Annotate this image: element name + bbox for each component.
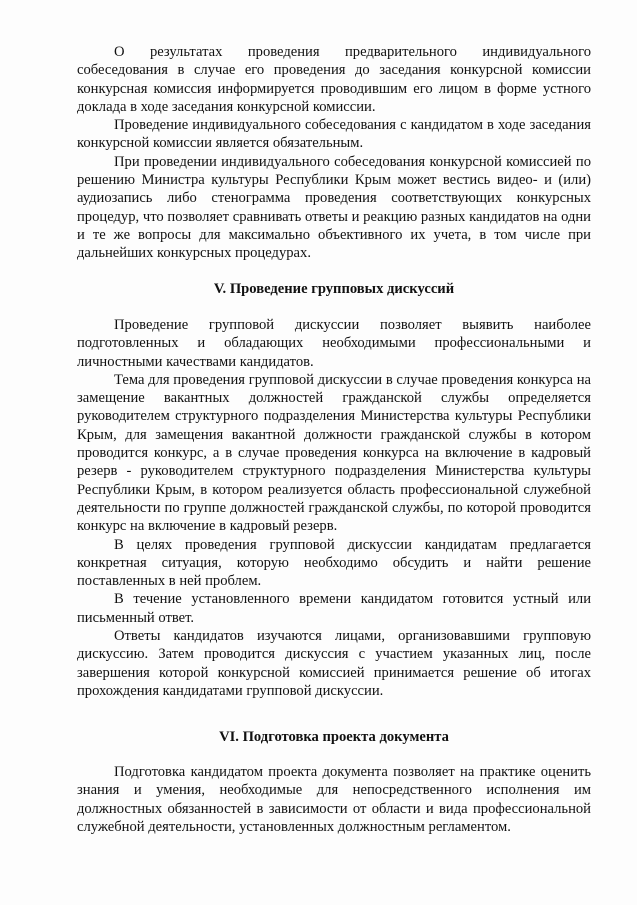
paragraph: Проведение индивидуального собеседования с кандидатом в ходе заседания конкурсной комиссии является обязательным. [77,117,591,152]
page-number-fragment [370,896,410,902]
paragraph: Проведение групповой дискуссии позволяет выявить наиболее подготовленных и обладающих необходимыми профессиональными и личностными качествами кандидатов. [77,317,591,370]
section-vi-body [77,763,591,836]
paragraph: В течение установленного времени кандидатом готовится устный или письменный ответ. [77,591,591,626]
section-v-body [77,316,591,700]
paragraph: О результатах проведения предварительного индивидуального собеседования в случае его проведения до заседания конкурсной комиссии конкурсная комиссия информируется проводившим его лицом в форме устного доклада в ходе заседания конкурсной комиссии. [77,44,591,115]
paragraph: Ответы кандидатов изучаются лицами, организовавшими групповую дискуссию. Затем проводится дискуссия с участием указанных лиц, после завершения которой конкурсной комиссией принимается решение об итогах прохождения кандидатами групповой дискуссии. [77,628,591,699]
paragraph: При проведении индивидуального собеседования конкурсной комиссией по решению Министра культуры Республики Крым может вестись видео- и (или) аудиозапись либо стенограмма проведения соответствующих конкурсных процедур, что позволяет сравнивать ответы и реакцию разных кандидатов на одни и те же вопросы для максимально объективного их учета, в том числе при дальнейших конкурсных процедурах. [77,153,591,262]
section-iv-tail [77,43,591,263]
paragraph: В целях проведения групповой дискуссии кандидатам предлагается конкретная ситуация, которую необходимо обсудить и найти решение поставленных в ней проблем. [77,536,591,590]
section-heading: VI. Подготовка проекта документа [219,729,449,745]
section-heading: V. Проведение групповых дискуссий [213,281,455,297]
paragraph: Тема для проведения групповой дискуссии в случае проведения конкурса на замещение вакантных должностей гражданской службы определяется руководителем структурного подразделения Министерства культуры Республики Крым, для замещения вакантной должности гражданской службы в котором проводится конкурс, а в случае проведения конкурса на включение в кадровый резерв - руководителем структурного подразделения Министерства культуры Республики Крым, в котором реализуется область профессиональной служебной деятельности по группе должностей гражданской службы, по которой проводится конкурс на включение в кадровый резерв. [77,371,591,535]
paragraph: Подготовка кандидатом проекта документа позволяет на практике оценить знания и умения, необходимые для непосредственного исполнения им должностных обязанностей в зависимости от области и вида профессиональной служебной деятельности, установленных должностным регламентом. [77,764,591,835]
